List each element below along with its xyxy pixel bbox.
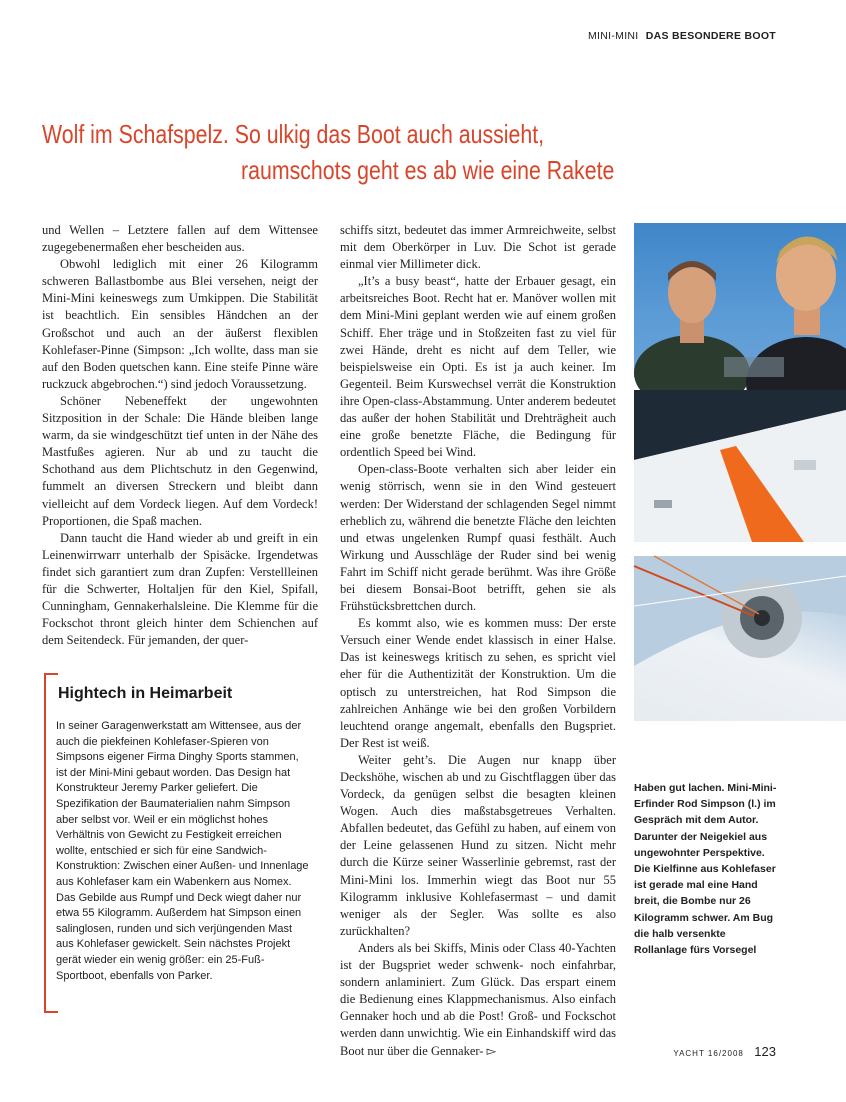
- paragraph: Obwohl lediglich mit einer 26 Kilogramm schweren Ballastbombe aus Blei versehen, neigt der Mini-Mini keineswegs zum Umkippen. Die Stabilität ist beachtlich. Ein sensibles Händchen an der Großschot und auch an der äußerst flexiblen Kohlefaser-Pinne (Simpson: „Ich wollte, dass man sie auf den Boden quetschen kann. Eine steife Pinne wäre ruckzuck abgebrochen.“) sind jedoch Voraussetzung.: [42, 257, 318, 391]
- paragraph: Es kommt also, wie es kommen muss: Der erste Versuch einer Wende endet klassisch in einer Halse. Das ist keineswegs kritisch zu sehen, es spricht viel eher für die Authentizität der Konstruktion. Um die optisch zu unterstreichen, hat Rod Simpson die zahlreichen Anhänge wie bei den großen Vorbildern leuchtend orange angemalt, ebenfalls den Bugspriet. Der Rest ist weiß.: [340, 616, 616, 750]
- header-subsection: DAS BESONDERE BOOT: [645, 30, 776, 42]
- paragraph: schiffs sitzt, bedeutet das immer Armreichweite, selbst mit dem Oberkörper in Luv. Die Schot ist gerade einmal vier Millimeter dick.: [340, 223, 616, 272]
- photo-furling-unit: [634, 556, 846, 721]
- paragraph: Schöner Nebeneffekt der ungewohnten Sitzposition in der Schale: Die Hände bleiben lange warm, da sie windgeschützt tief unten in der Nähe des Mastfußes agieren. Nur ab und zu taucht die Schothand aus dem Plichtschutz in den Gegenwind, fummelt an diversen Streckern und bleibt dann vielleicht auf dem Vordeck liegen. Auf dem Vordeck! Proportionen, die Spaß machen.: [42, 393, 318, 528]
- box-text: In seiner Garagenwerkstatt am Wittensee, aus der auch die piekfeinen Kohlefaser-Spieren von Simpsons eigener Firma Dinghy Sports stammen, ist der Mini-Mini gebaut worden. Das Design hat Konstrukteur Jeremy Parker geliefert. Die Spezifikation der Baumaterialien nahm Simpson aber selbst vor. Weil er ein möglichst hohes Verhältnis von Gewicht zu Festigkeit erreichen wollte, entschied er sich für eine Sandwich-Konstruktion: Zwischen einer Außen- und Innenlage aus Kohlefaser kam ein Wabenkern aus Nomex. Das Gebilde aus Rumpf und Deck wiegt daher nur etwa 55 Kilogramm. Außerdem hat Simpson einen salinglosen, runden und sich verjüngenden Mast aus Kohlefaser gewickelt. Sein nächstes Projekt gerät wieder ein wenig größer: ein 25-Fuß-Sportboot, ebenfalls von Parker.: [56, 720, 309, 982]
- paragraph: „It’s a busy beast“, hatte der Erbauer gesagt, ein arbeitsreiches Boot. Recht hat er. Manöver wollen mit dem Mini-Mini geplant werden wie auf einem großen Schiff. Eher träge und in Stoßzeiten fast zu viel für zwei Hände, dreht es nicht auf dem Teller, wie beispielsweise ein Opti. Es ist ja auch keiner. Im Gegenteil. Beim Kurswechsel verrät die Konstruktion ihre Open-class-Abstammung. Unter anderem bedeutet das außer der hohen Stabilität und Drehträgheit auch eine große benetzte Fläche, die Bedingung für ordentlich Speed bei Wind.: [340, 274, 616, 460]
- headline-line-1: Wolf im Schafspelz. So ulkig das Boot auch aussieht,: [42, 119, 545, 149]
- article-headline: [42, 116, 614, 188]
- photo-two-men-laughing: [634, 223, 846, 377]
- box-accent-bar: [44, 673, 46, 1013]
- photo1-illustration: [634, 223, 846, 377]
- photo-caption: Haben gut lachen. Mini-Mini-Erfinder Rod Simpson (l.) im Gespräch mit dem Autor. Darunter der Neigekiel aus ungewohnter Perspektive. Die Kielfinne aus Kohlefaser ist gerade mal eine Hand breit, die Bombe nur 26 Kilogramm schwer. Am Bug die halb versenkte Rollanlage fürs Vorsegel: [634, 782, 777, 957]
- box-title: Hightech in Heimarbeit: [58, 685, 233, 702]
- text-column-1: [42, 222, 318, 648]
- sidebar-box: [44, 673, 316, 1013]
- magazine-issue: YACHT 16/2008: [673, 1049, 744, 1058]
- paragraph: Open-class-Boote verhalten sich aber leider ein wenig störrisch, wenn sie in den Wind gesteuert werden: Der Widerstand der schlagenden Segel nimmt erheblich zu, während die benetzte Fläche den leichten und etwas ungelenken Rumpf quasi festhält. Auch Wirkung und Ausschläge der Ruder sind bei wenig Fahrt im Schiff nicht gerade berühmt. Was ihre Größe bei diesem Bonsai-Boot betrifft, gehen sie als Frühstücksbrettchen durch.: [340, 462, 616, 614]
- paragraph: Weiter geht’s. Die Augen nur knapp über Deckshöhe, wischen ab und zu Gischtflaggen über das Vordeck, da genügen selbst die besagten kleinen Wogen. Auch dies maßstabsgetreues Verhalten. Abfallen bedeutet, das Gefühl zu haben, auf einem von der Leine gelassenen Hund zu sitzen. Nicht mehr durch die Kürze seiner Wasserlinie gebremst, rast der Mini-Mini los. Immerhin wiegt das Boot nur 55 Kilogramm inklusive Kohlefasermast – und damit weniger als der Segler. Was sollte es also zurückhalten?: [340, 752, 616, 938]
- headline-line-2: raumschots geht es ab wie eine Rakete: [241, 155, 615, 185]
- box-corner: [44, 673, 58, 687]
- paragraph: Dann taucht die Hand wieder ab und greift in ein Leinenwirrwarr unterhalb der Spisäcke. Irgendetwas findet sich garantiert zum dran Zupfen: Verstellleinen für die Schwerter, Holtaljen für den Kiel, Spifall, Cunningham, Gennakerhalsleine. Die Klemme für die Fockschot thront gleich hinter dem Schienchen auf dem Seitendeck. Für jemanden, der quer-: [42, 530, 318, 648]
- paragraph: und Wellen – Letztere fallen auf dem Wittensee zugegebenermaßen eher bescheiden aus.: [42, 223, 318, 255]
- header-section: MINI-MINI: [588, 30, 639, 42]
- photo3-illustration: [634, 556, 846, 721]
- photo2-illustration: [634, 390, 846, 542]
- page-footer: [673, 1043, 776, 1061]
- text-column-2: [340, 222, 616, 1058]
- paragraph: Anders als bei Skiffs, Minis oder Class 40-Yachten ist der Bugspriet weder schwenk- noch einfahrbar, sondern anlaminiert. Zum Glück. Das erspart einem die Bedienung eines Klappmechanismus. Also einfach Gennaker hoch und ab die Post! Groß- und Fockschot werden dann unwichtig. Wie ein Einhandskiff wird das Boot nur über die Gennaker- ▻: [340, 940, 616, 1058]
- box-corner: [44, 999, 58, 1013]
- running-header: [588, 30, 776, 42]
- page-number: 123: [754, 1044, 776, 1059]
- photo-keel-fin: [634, 390, 846, 542]
